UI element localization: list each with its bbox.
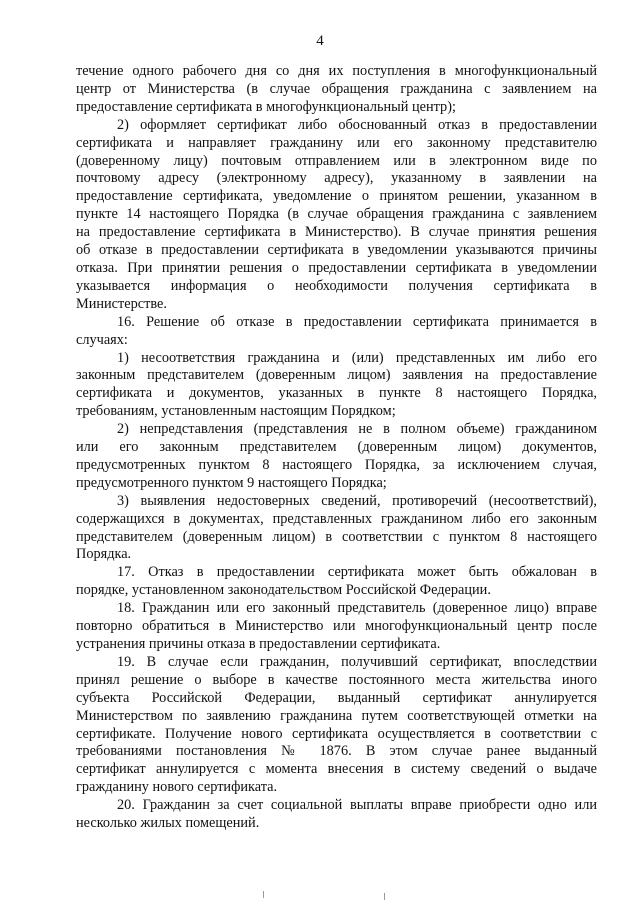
scan-artifact (384, 893, 385, 900)
text-line: об отказе в предоставлении сертификата в уведомлении указываются причины (76, 242, 597, 259)
text-line: или его законным представителем (доверенным лицом) документов, (76, 439, 597, 456)
text-line: представителем (доверенным лицом) в соответствии с пунктом 8 настоящего (76, 528, 597, 545)
page-number: 4 (316, 33, 324, 49)
text-line: предоставление сертификата в многофункциональный центр); (76, 98, 456, 115)
text-line: на предоставление сертификата в Министерство). В случае принятия решения (76, 224, 597, 241)
text-line: указывается информация о необходимости получения сертификата в (76, 277, 597, 294)
text-line: 20. Гражданин за счет социальной выплаты вправе приобрести одно или (117, 797, 597, 814)
text-line: предусмотренных пунктом 8 настоящего Порядка, за исключением случая, (76, 456, 597, 473)
text-line: 19. В случае если гражданин, получивший сертификат, впоследствии (117, 653, 597, 670)
text-line: законным представителем (доверенным лицом) заявления на предоставление (76, 367, 597, 384)
text-line: пункте 14 настоящего Порядка (в случае обращения гражданина с заявлением (76, 206, 597, 223)
text-line: сертификата и направляет гражданину или его законному представителю (76, 134, 597, 151)
text-line: содержащихся в документах, представленных гражданином либо его законным (76, 510, 597, 527)
text-line: субъекта Российской Федерации, выданный сертификат аннулируется (76, 689, 597, 706)
scan-artifact (263, 891, 264, 898)
text-line: (доверенному лицу) почтовым отправлением или в электронном виде по (76, 152, 597, 169)
text-line: предоставление сертификата, уведомление о принятом решении, указанном в (76, 188, 597, 205)
text-line: 16. Решение об отказе в предоставлении сертификата принимается в (117, 313, 597, 330)
text-line: сертификате. Получение нового сертификата осуществляется в соответствии с (76, 725, 597, 742)
text-line: гражданину нового сертификата. (76, 779, 278, 796)
text-line: 2) оформляет сертификат либо обоснованный отказ в предоставлении (117, 116, 597, 133)
text-line: отказа. При принятии решения о предоставлении сертификата в уведомлении (76, 259, 597, 276)
text-line: предусмотренного пунктом 9 настоящего Порядка; (76, 474, 387, 491)
text-line: центр от Министерства (в случае обращения гражданина с заявлением на (76, 80, 597, 97)
text-line: Порядка. (76, 546, 132, 563)
text-line: 1) несоответствия гражданина и (или) представленных им либо его (117, 349, 597, 366)
text-line: сертификат аннулируется с момента внесения в систему сведений о выдаче (76, 761, 597, 778)
text-line: сертификата и документов, указанных в пункте 8 настоящего Порядка, (76, 385, 597, 402)
text-line: принял решение о выборе в качестве постоянного места жительства иного (76, 671, 597, 688)
text-line: случаях: (76, 331, 128, 348)
text-line: требованиям, установленным настоящим Порядком; (76, 403, 396, 420)
text-line: Министерством по заявлению гражданина путем соответствующей отметки на (76, 707, 597, 724)
text-line: 18. Гражданин или его законный представитель (доверенное лицо) вправе (117, 600, 597, 617)
text-line: почтовому адресу (электронному адресу), указанному в заявлении на (76, 170, 597, 187)
text-line: порядке, установленном законодательством Российской Федерации. (76, 582, 491, 599)
text-line: 2) непредставления (представления не в полном объеме) гражданином (117, 421, 597, 438)
text-line: 3) выявления недостоверных сведений, противоречий (несоответствий), (117, 492, 597, 509)
text-line: повторно обратиться в Министерство или многофункциональный центр после (76, 618, 597, 635)
document-body (76, 63, 597, 833)
text-line: несколько жилых помещений. (76, 815, 260, 832)
text-line: Министерстве. (76, 295, 167, 312)
text-line: течение одного рабочего дня со дня их поступления в многофункциональный (76, 63, 597, 79)
text-line: требованиями постановления № 1876. В этом случае ранее выданный (76, 743, 597, 760)
text-line: 17. Отказ в предоставлении сертификата может быть обжалован в (117, 564, 597, 581)
text-line: устранения причины отказа в предоставлении сертификата. (76, 636, 441, 652)
